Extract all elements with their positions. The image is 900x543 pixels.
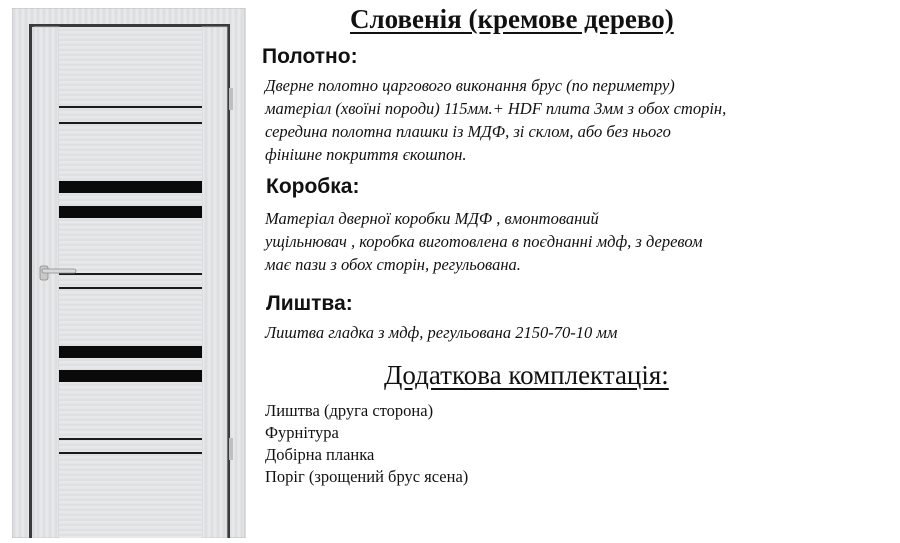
door-hinge (229, 438, 233, 460)
door-glass-strip (59, 181, 202, 193)
text-line: має пази з обох сторін, регульована. (265, 255, 521, 274)
section-text-trim (265, 321, 617, 344)
section-heading-frame: Коробка: (266, 175, 360, 198)
door-divider-line (59, 106, 202, 108)
door-image (12, 8, 247, 538)
text-line: матеріал (хвоїні породи) 115мм.+ HDF плита 3мм з обох сторін, (265, 99, 727, 118)
door-glass-strip (59, 346, 202, 358)
door-glass-strip (59, 370, 202, 382)
text-line: фінішне покриття єкошпон. (265, 145, 467, 164)
text-line: Дверне полотно царгового виконання брус (по периметру) (265, 76, 675, 95)
extras-heading: Додаткова комплектація: (384, 360, 669, 390)
page-title: Словенія (кремове дерево) (350, 4, 674, 34)
door-stile-left (34, 27, 59, 538)
door-divider-line (59, 438, 202, 440)
door-glass-strip (59, 206, 202, 218)
list-item: Добірна планка (265, 445, 375, 464)
section-heading-trim: Лиштва: (266, 292, 353, 315)
section-heading-leaf: Полотно: (262, 45, 358, 68)
door-panel (59, 27, 202, 538)
section-text-leaf (265, 74, 726, 166)
door-illustration (12, 8, 247, 538)
text-line: ущільнювач , коробка виготовлена в поєднанні мдф, з деревом (265, 232, 703, 251)
door-divider-line (59, 452, 202, 454)
text-line: Матеріал дверної коробки МДФ , вмонтований (265, 209, 599, 228)
door-hinge (229, 88, 233, 110)
list-item: Поріг (зрощений брус ясена) (265, 467, 469, 486)
text-line: середина полотна плашки із МДФ, зі склом, або без нього (265, 122, 671, 141)
list-item: Лиштва (друга сторона) (265, 401, 434, 420)
extras-list (265, 400, 468, 488)
door-divider-line (59, 273, 202, 275)
section-text-frame (265, 207, 703, 276)
text-line: Лиштва гладка з мдф, регульована 2150-70-10 мм (265, 323, 618, 342)
door-divider-line (59, 287, 202, 289)
door-divider-line (59, 122, 202, 124)
door-stile-right (202, 27, 227, 538)
list-item: Фурнітура (265, 423, 339, 442)
